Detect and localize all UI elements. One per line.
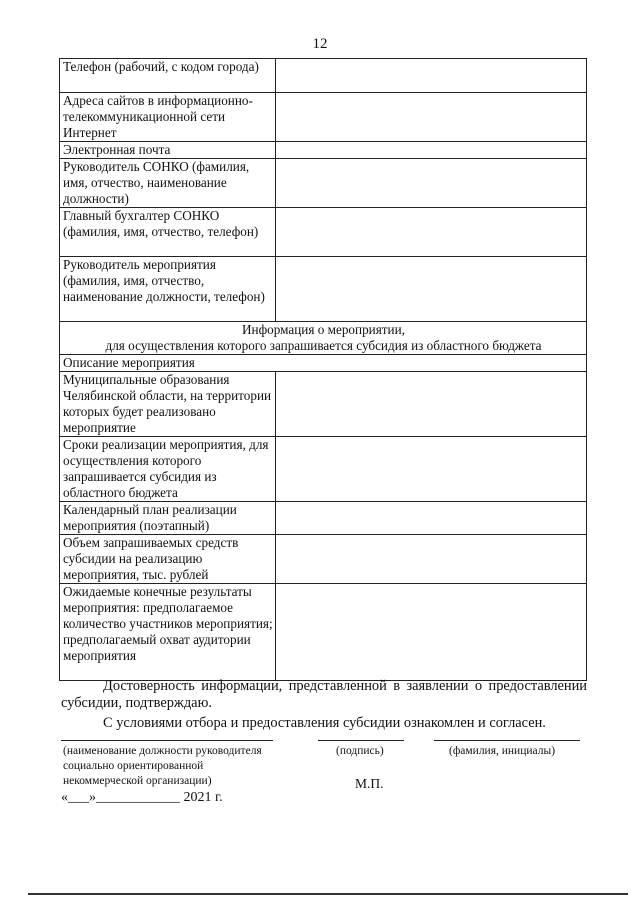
table-row [60,257,587,322]
row-value-websites[interactable] [276,93,587,142]
agreement-statement: С условиями отбора и предоставления субсидии ознакомлен и согласен. [103,715,546,731]
row-label-description: Описание мероприятия [60,355,587,372]
name-signature-line[interactable] [434,740,580,741]
row-value-phone[interactable] [276,59,587,93]
row-label-calendar-plan: Календарный план реализации мероприятия (поэтапный) [60,502,276,535]
row-value-calendar-plan[interactable] [276,502,587,535]
position-signature-line[interactable] [61,740,273,741]
section-header-line1: Информация о мероприятии, [242,322,405,337]
table-row [60,159,587,208]
table-row [60,142,587,159]
name-caption: (фамилия, инициалы) [449,745,556,757]
date-line[interactable]: «___»____________ 2021 г. [61,790,223,805]
row-value-subsidy-amount[interactable] [276,535,587,584]
table-row [60,355,587,372]
row-label-director: Руководитель СОНКО (фамилия, имя, отчество, наименование должности) [60,159,276,208]
row-label-expected-results: Ожидаемые конечные результаты мероприятия: предполагаемое количество участников мероприятия; предполагаемый охват аудитории мероприятия [60,584,276,681]
application-form-table [59,58,587,681]
section-header-row [60,322,587,355]
stamp-placeholder: М.П. [355,776,384,791]
table-row [60,59,587,93]
row-value-expected-results[interactable] [276,584,587,681]
table-row [60,502,587,535]
row-value-timeline[interactable] [276,437,587,502]
row-value-municipalities[interactable] [276,372,587,437]
row-label-email: Электронная почта [60,142,276,159]
row-label-websites: Адреса сайтов в информационно-телекоммуникационной сети Интернет [60,93,276,142]
row-label-subsidy-amount: Объем запрашиваемых средств субсидии на реализацию мероприятия, тыс. рублей [60,535,276,584]
table-row [60,437,587,502]
signature-line[interactable] [318,740,404,741]
signature-caption: (подпись) [336,745,384,757]
table-row [60,208,587,257]
row-label-chief-accountant: Главный бухгалтер СОНКО (фамилия, имя, отчество, телефон) [60,208,276,257]
table-row [60,93,587,142]
section-header [60,322,587,355]
row-label-municipalities: Муниципальные образования Челябинской области, на территории которых будет реализовано мероприятие [60,372,276,437]
page-number: 12 [312,36,328,52]
scan-bottom-edge [28,893,628,895]
table-row [60,372,587,437]
row-label-event-head: Руководитель мероприятия (фамилия, имя, отчество, наименование должности, телефон) [60,257,276,322]
row-value-email[interactable] [276,142,587,159]
row-value-chief-accountant[interactable] [276,208,587,257]
position-caption: (наименование должности руководителя социально ориентированной некоммерческой организации) [63,745,262,787]
row-value-event-head[interactable] [276,257,587,322]
row-value-director[interactable] [276,159,587,208]
table-row [60,535,587,584]
row-label-phone: Телефон (рабочий, с кодом города) [60,59,276,93]
row-label-timeline: Сроки реализации мероприятия, для осуществления которого запрашивается субсидия из областного бюджета [60,437,276,502]
section-header-line2: для осуществления которого запрашивается субсидия из областного бюджета [105,338,542,353]
table-row [60,584,587,681]
confirmation-statement: Достоверность информации, представленной в заявлении о предоставлении субсидии, подтверждаю. [61,678,587,711]
